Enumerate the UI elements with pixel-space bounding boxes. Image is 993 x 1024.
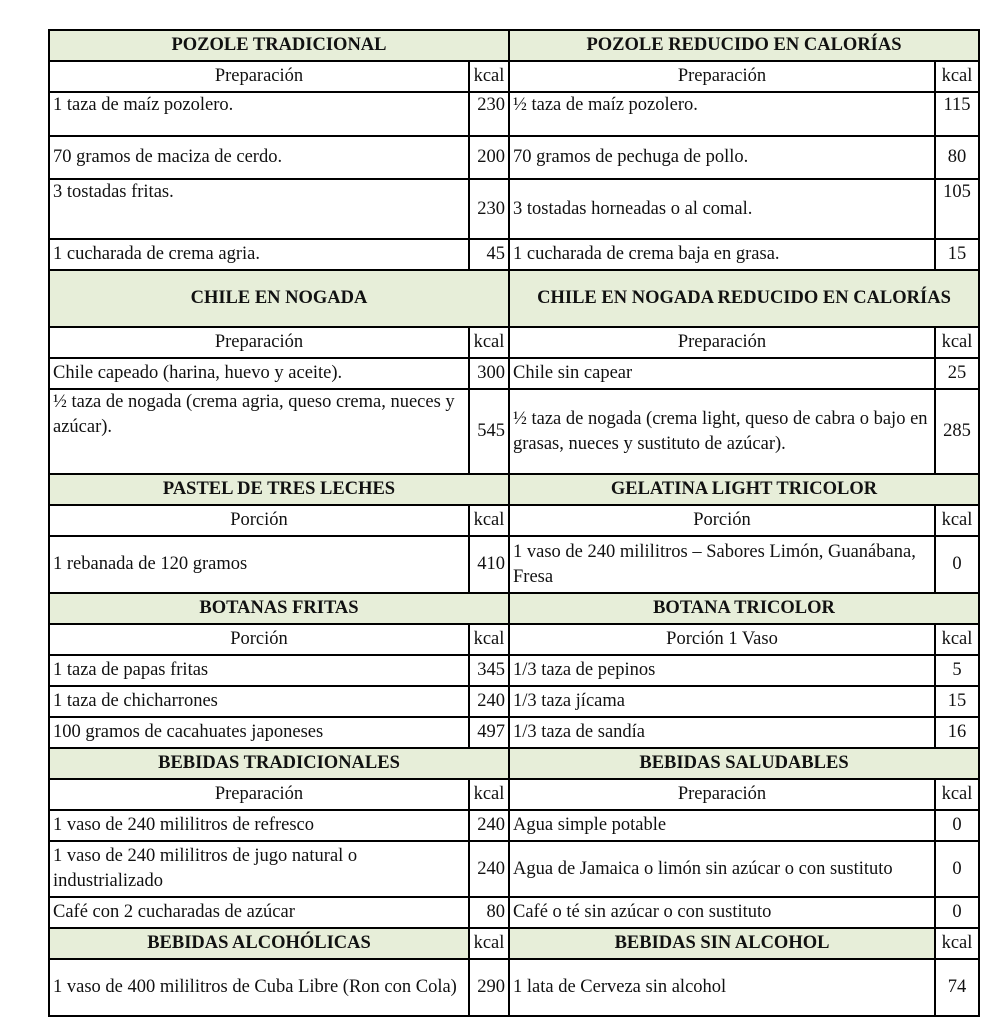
item-description: 1 cucharada de crema agria. — [49, 239, 469, 270]
item-description: 3 tostadas horneadas o al comal. — [509, 179, 935, 239]
section-title: BEBIDAS ALCOHÓLICAS — [49, 928, 469, 959]
kcal-value: 25 — [935, 358, 979, 389]
item-description: 1 vaso de 240 mililitros de jugo natural o industrializado — [49, 841, 469, 897]
item-description: 1 rebanada de 120 gramos — [49, 536, 469, 593]
column-header: Preparación — [49, 779, 469, 810]
section-title: PASTEL DE TRES LECHES — [49, 474, 509, 505]
kcal-header: kcal — [935, 505, 979, 536]
kcal-value: 15 — [935, 686, 979, 717]
column-header: Preparación — [509, 779, 935, 810]
kcal-value: 285 — [935, 389, 979, 474]
item-description: 1 taza de maíz pozolero. — [49, 92, 469, 136]
section-title: BOTANA TRICOLOR — [509, 593, 979, 624]
section-title: CHILE EN NOGADA — [49, 270, 509, 327]
column-header: Porción — [49, 505, 469, 536]
item-description: 70 gramos de maciza de cerdo. — [49, 136, 469, 179]
kcal-value: 115 — [935, 92, 979, 136]
section-title: BEBIDAS SIN ALCOHOL — [509, 928, 935, 959]
column-header: Porción — [49, 624, 469, 655]
kcal-value: 240 — [469, 686, 509, 717]
column-header: Preparación — [509, 327, 935, 358]
kcal-value: 0 — [935, 810, 979, 841]
column-header: Preparación — [509, 61, 935, 92]
kcal-value: 80 — [935, 136, 979, 179]
item-description: Café o té sin azúcar o con sustituto — [509, 897, 935, 928]
section-title: POZOLE TRADICIONAL — [49, 30, 509, 61]
item-description: Agua simple potable — [509, 810, 935, 841]
section-title: BEBIDAS SALUDABLES — [509, 748, 979, 779]
item-description: 1 vaso de 240 mililitros de refresco — [49, 810, 469, 841]
kcal-value: 410 — [469, 536, 509, 593]
kcal-value: 0 — [935, 897, 979, 928]
kcal-value: 545 — [469, 389, 509, 474]
kcal-value: 105 — [935, 179, 979, 239]
column-header: Preparación — [49, 61, 469, 92]
item-description: ½ taza de maíz pozolero. — [509, 92, 935, 136]
item-description: 1 vaso de 240 mililitros – Sabores Limón, Guanábana, Fresa — [509, 536, 935, 593]
kcal-value: 497 — [469, 717, 509, 748]
item-description: 70 gramos de pechuga de pollo. — [509, 136, 935, 179]
section-title: CHILE EN NOGADA REDUCIDO EN CALORÍAS — [509, 270, 979, 327]
item-description: Agua de Jamaica o limón sin azúcar o con sustituto — [509, 841, 935, 897]
item-description: 3 tostadas fritas. — [49, 179, 469, 239]
section-title: GELATINA LIGHT TRICOLOR — [509, 474, 979, 505]
item-description: 1/3 taza jícama — [509, 686, 935, 717]
column-header: Porción — [509, 505, 935, 536]
kcal-header: kcal — [469, 327, 509, 358]
item-description: 1 lata de Cerveza sin alcohol — [509, 959, 935, 1016]
kcal-value: 74 — [935, 959, 979, 1016]
item-description: 1 cucharada de crema baja en grasa. — [509, 239, 935, 270]
item-description: Chile capeado (harina, huevo y aceite). — [49, 358, 469, 389]
column-header: Preparación — [49, 327, 469, 358]
kcal-header: kcal — [469, 61, 509, 92]
kcal-value: 230 — [469, 179, 509, 239]
kcal-value: 5 — [935, 655, 979, 686]
kcal-value: 300 — [469, 358, 509, 389]
section-title: BOTANAS FRITAS — [49, 593, 509, 624]
item-description: 1/3 taza de pepinos — [509, 655, 935, 686]
item-description: ½ taza de nogada (crema agria, queso crema, nueces y azúcar). — [49, 389, 469, 474]
kcal-value: 15 — [935, 239, 979, 270]
kcal-header: kcal — [935, 61, 979, 92]
column-header: Porción 1 Vaso — [509, 624, 935, 655]
kcal-value: 290 — [469, 959, 509, 1016]
item-description: 1/3 taza de sandía — [509, 717, 935, 748]
kcal-value: 200 — [469, 136, 509, 179]
kcal-value: 0 — [935, 536, 979, 593]
kcal-header: kcal — [469, 505, 509, 536]
kcal-header: kcal — [935, 624, 979, 655]
section-title: POZOLE REDUCIDO EN CALORÍAS — [509, 30, 979, 61]
kcal-value: 240 — [469, 841, 509, 897]
kcal-header: kcal — [935, 779, 979, 810]
item-description: 1 taza de papas fritas — [49, 655, 469, 686]
kcal-header: kcal — [935, 928, 979, 959]
item-description: Chile sin capear — [509, 358, 935, 389]
kcal-value: 45 — [469, 239, 509, 270]
kcal-value: 0 — [935, 841, 979, 897]
kcal-value: 345 — [469, 655, 509, 686]
item-description: 1 vaso de 400 mililitros de Cuba Libre (Ron con Cola) — [49, 959, 469, 1016]
item-description: 100 gramos de cacahuates japoneses — [49, 717, 469, 748]
kcal-value: 16 — [935, 717, 979, 748]
kcal-value: 240 — [469, 810, 509, 841]
kcal-value: 230 — [469, 92, 509, 136]
calorie-comparison-table — [48, 29, 980, 1017]
kcal-header: kcal — [469, 928, 509, 959]
item-description: 1 taza de chicharrones — [49, 686, 469, 717]
item-description: Café con 2 cucharadas de azúcar — [49, 897, 469, 928]
kcal-header: kcal — [469, 624, 509, 655]
section-title: BEBIDAS TRADICIONALES — [49, 748, 509, 779]
kcal-value: 80 — [469, 897, 509, 928]
kcal-header: kcal — [935, 327, 979, 358]
item-description: ½ taza de nogada (crema light, queso de cabra o bajo en grasas, nueces y sustituto de azúcar). — [509, 389, 935, 474]
kcal-header: kcal — [469, 779, 509, 810]
